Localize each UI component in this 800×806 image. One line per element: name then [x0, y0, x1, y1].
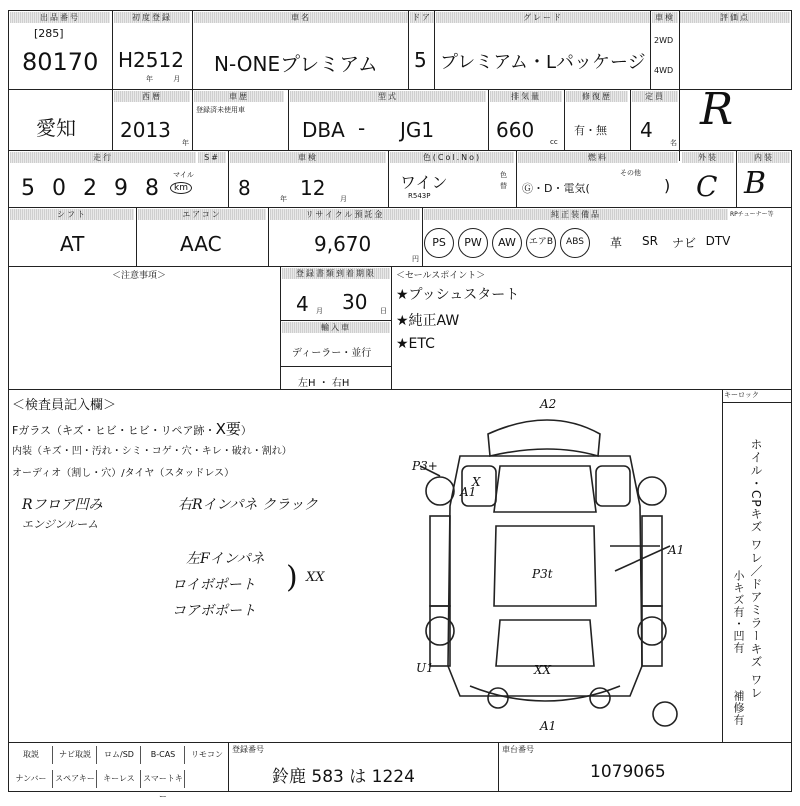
equipment-list — [424, 228, 790, 260]
header-displacement: 排気量 — [490, 91, 562, 102]
damage-mark: X — [472, 475, 481, 489]
option-cell: B-CAS — [142, 746, 185, 764]
equipment-circled: エアB — [526, 228, 556, 258]
handle-side: 左H ・ 右H — [298, 378, 350, 389]
header-grade: グレード — [436, 12, 650, 23]
damage-mark: A1 — [460, 485, 477, 499]
header-car-name: 車名 — [194, 12, 408, 23]
recycle-unit: 円 — [412, 255, 419, 263]
deadline-header: 登録書類到着期限 — [282, 268, 390, 279]
inspector-line-interior: 内装（キズ・凹・汚れ・シミ・コゲ・穴・キレ・破れ・割れ） — [12, 446, 292, 457]
doors-value: 5 — [414, 48, 427, 72]
equipment-plain: 革 — [609, 236, 622, 250]
lot-prefix: [285] — [34, 27, 64, 40]
plate-label: 登録番号 — [232, 745, 264, 754]
hand-note-6: コアボポート — [172, 603, 256, 619]
inspector-line-windshield: Fガラス（キズ・ヒビ・ヒビ・リペア跡・X要） — [12, 420, 252, 438]
equipment-circled: PW — [458, 228, 488, 258]
fuel-close: ) — [664, 176, 671, 195]
equipment-plain: SR — [642, 234, 658, 248]
inspection-year: 8 — [238, 176, 251, 200]
caution-header: ＜注意事項＞ — [112, 271, 167, 281]
mileage-digit: 0 — [52, 176, 66, 201]
grade-mark-c: C — [696, 170, 718, 203]
hand-note-3: 右Rインパネ クラック — [178, 497, 318, 513]
mileage-unit-top: マイル — [173, 171, 194, 179]
side-note-sub: 小キズ有・凹有 — [732, 570, 745, 654]
sales-point: ★ETC — [396, 336, 435, 352]
displacement-unit: cc — [550, 138, 558, 146]
deadline-day: 30 — [342, 290, 368, 314]
deadline-month: 4 — [296, 292, 309, 316]
header-inspection: 車検 — [652, 12, 678, 23]
header-first-registration: 初度登録 — [114, 12, 190, 23]
header-equipment: 純正装備品 — [424, 209, 728, 220]
header-doors: ドア — [410, 12, 434, 23]
equipment-circled: PS — [424, 228, 454, 258]
model-year-unit: 年 — [182, 139, 189, 147]
header-fuel: 燃料 — [518, 152, 678, 163]
car-name: N-ONEプレミアム — [214, 52, 378, 76]
chassis-number: 1079065 — [590, 762, 666, 782]
grade-value: プレミアム・Lパッケージ — [440, 52, 646, 73]
option-cell: スマートキー — [142, 770, 185, 788]
header-inspection-date: 車検 — [230, 152, 386, 163]
mileage-digit: 8 — [145, 176, 159, 201]
first-registration: H2512 — [118, 48, 184, 72]
damage-mark: A2 — [540, 397, 557, 411]
header-mileage: 走行 — [10, 152, 196, 163]
inspector-line-audio: オーディオ（割し・穴）/タイヤ（スタッドレス） — [12, 468, 235, 479]
prefecture: 愛知 — [36, 116, 76, 140]
header-exterior: 外装 — [682, 152, 734, 163]
first-registration-unit: 年 月 — [146, 75, 181, 83]
color-code: R543P — [408, 192, 431, 200]
inspection-month-unit: 月 — [340, 195, 347, 203]
deadline-month-unit: 月 — [316, 307, 323, 315]
mileage-digit: 9 — [114, 176, 128, 201]
recycle-fee: 9,670 — [314, 232, 372, 256]
hand-note-xx: XX — [306, 570, 325, 585]
plate-number: 鈴鹿 583 は 1224 — [272, 767, 415, 787]
header-s-number: S# — [198, 152, 226, 163]
header-recycle: リサイクル預託金 — [270, 209, 420, 220]
option-cell: キーレス — [98, 770, 141, 788]
hand-note-4: 左Fインパネ — [186, 551, 265, 567]
header-grade-score: 評価点 — [680, 12, 790, 23]
header-repair: 修復歴 — [566, 91, 628, 102]
keyless-label: キーロック — [724, 391, 759, 399]
header-aircon: エアコン — [138, 209, 266, 220]
header-capacity: 定員 — [632, 91, 678, 102]
model-prefix: DBA — [302, 118, 345, 142]
car-history: 登録済未使用車 — [196, 106, 245, 114]
chassis-label: 車台番号 — [502, 745, 534, 754]
sales-point: ★プッシュスタート — [396, 287, 520, 303]
inspection-year-unit: 年 — [280, 195, 287, 203]
mileage-digit: 5 — [21, 176, 35, 201]
header-year: 西暦 — [114, 91, 190, 102]
option-cell: ナビ取説 — [54, 746, 97, 764]
hand-note-5: ロイボポート — [172, 577, 256, 593]
aircon-value: AAC — [180, 232, 222, 256]
mileage-unit-km: km — [170, 182, 192, 194]
damage-mark: U1 — [416, 661, 434, 675]
option-cell: スペアキー — [54, 770, 97, 788]
side-note-end: 補修有 — [732, 690, 745, 726]
fuel-type: Ⓖ・D・電気( — [522, 182, 590, 195]
header-interior: 内装 — [738, 152, 790, 163]
equipment-plain: ナビ — [671, 236, 696, 250]
damage-mark: A1 — [668, 543, 685, 557]
header-shift: シフト — [10, 209, 134, 220]
lot-number: 80170 — [22, 48, 99, 76]
inspector-title: ＜検査員記入欄＞ — [12, 398, 117, 413]
deadline-day-unit: 日 — [380, 307, 387, 315]
car-damage-diagram — [400, 396, 720, 740]
hand-note-1: Rフロア凹み — [22, 497, 103, 513]
import-type: ディーラー・並行 — [292, 348, 372, 359]
header-lot-number: 出品番号 — [10, 12, 110, 23]
header-car-history: 車歴 — [194, 91, 284, 102]
shift-value: AT — [60, 232, 85, 256]
model-year: 2013 — [120, 118, 171, 142]
import-header: 輸入車 — [282, 322, 390, 333]
capacity: 4 — [640, 118, 653, 142]
equipment-circled: AW — [492, 228, 522, 258]
drive-4wd: 4WD — [654, 66, 674, 75]
displacement: 660 — [496, 118, 535, 142]
repair-history: 有・無 — [574, 124, 607, 137]
damage-mark: A1 — [540, 719, 557, 733]
damage-mark: P3+ — [412, 459, 438, 473]
header-color: 色(Col.No) — [390, 152, 514, 163]
damage-mark: P3t — [532, 567, 553, 581]
option-cell: ナンバー — [10, 770, 53, 788]
drive-2wd: 2WD — [654, 36, 674, 45]
mileage-digit: 2 — [83, 176, 97, 201]
damage-mark: XX — [534, 663, 552, 677]
header-model: 型式 — [290, 91, 486, 102]
grade-mark-r: R — [700, 84, 734, 135]
header-tuner: RPチューナー等 — [730, 211, 774, 218]
model-code: JG1 — [400, 118, 435, 142]
color-change: 色替 — [500, 171, 507, 190]
side-note-main: ホイル・CPキズ ワレ／ドアミラーキズ ワレ — [749, 438, 763, 700]
fuel-other: その他 — [620, 169, 641, 177]
sales-point: ★純正AW — [396, 313, 460, 329]
equipment-circled: ABS — [560, 228, 590, 258]
option-cell: ロム/SD — [98, 746, 141, 764]
inspection-month: 12 — [300, 176, 326, 200]
capacity-unit: 名 — [670, 139, 677, 147]
sales-header: ＜セールスポイント＞ — [396, 271, 486, 281]
hand-note-2: エンジンルーム — [22, 518, 99, 531]
option-cell: 取説 — [10, 746, 53, 764]
color-name: ワイン — [400, 173, 448, 192]
model-dash: - — [358, 116, 366, 140]
option-cell: リモコン — [186, 746, 229, 764]
grade-mark-b: B — [744, 166, 767, 201]
equipment-plain: DTV — [705, 234, 731, 248]
